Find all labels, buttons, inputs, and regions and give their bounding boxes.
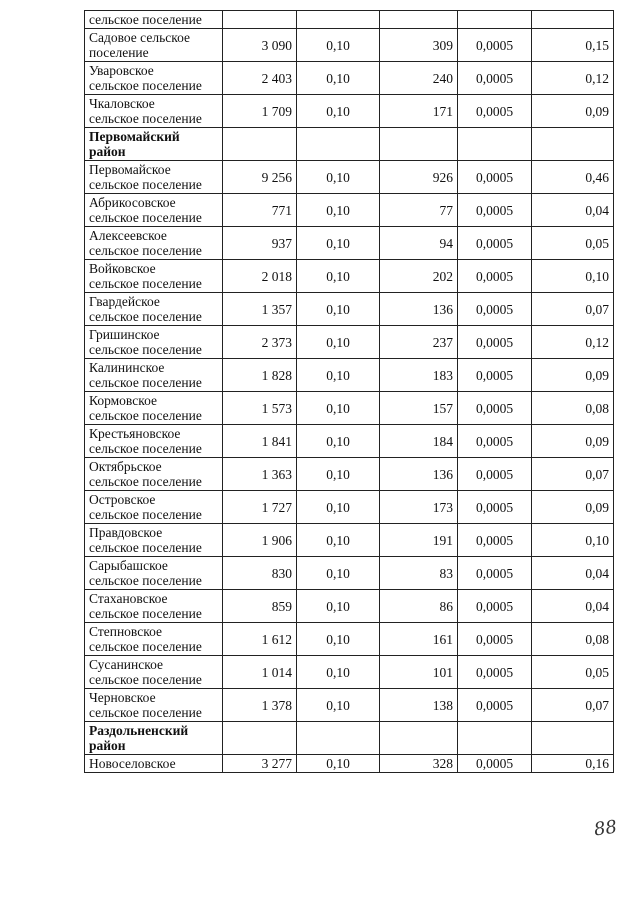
cell-population: 859 xyxy=(223,590,297,623)
cell-amount: 157 xyxy=(380,392,458,425)
cell-population: 771 xyxy=(223,194,297,227)
cell-name: сельское поселение xyxy=(85,11,223,29)
cell-name xyxy=(85,524,223,557)
cell-population: 2 018 xyxy=(223,260,297,293)
cell-amount: 926 xyxy=(380,161,458,194)
table-row xyxy=(85,29,614,62)
table-row xyxy=(85,524,614,557)
cell-population xyxy=(223,722,297,755)
table-row xyxy=(85,62,614,95)
cell-name xyxy=(85,62,223,95)
cell-name xyxy=(85,128,223,161)
cell-amount: 183 xyxy=(380,359,458,392)
cell-amount xyxy=(380,128,458,161)
cell-amount: 101 xyxy=(380,656,458,689)
table-row xyxy=(85,293,614,326)
cell-rate xyxy=(297,11,380,29)
name-line-2: район xyxy=(89,144,126,159)
cell-rate: 0,10 xyxy=(297,623,380,656)
cell-name xyxy=(85,557,223,590)
cell-amount: 136 xyxy=(380,458,458,491)
cell-factor: 0,0005 xyxy=(458,689,532,722)
cell-factor: 0,0005 xyxy=(458,590,532,623)
cell-population: 1 014 xyxy=(223,656,297,689)
name-line-2: поселение xyxy=(89,45,149,60)
cell-share: 0,09 xyxy=(532,425,614,458)
cell-rate: 0,10 xyxy=(297,656,380,689)
cell-factor: 0,0005 xyxy=(458,293,532,326)
cell-name xyxy=(85,722,223,755)
name-line-1: Уваровское xyxy=(89,63,154,78)
cell-share: 0,09 xyxy=(532,491,614,524)
name-line-1: Гвардейское xyxy=(89,294,160,309)
name-line-2: сельское поселение xyxy=(89,243,202,258)
cell-amount: 171 xyxy=(380,95,458,128)
cell-population: 9 256 xyxy=(223,161,297,194)
table-body xyxy=(85,11,614,773)
name-line-1: Стахановское xyxy=(89,591,168,606)
cell-factor: 0,0005 xyxy=(458,524,532,557)
district-header-row xyxy=(85,722,614,755)
cell-factor: 0,0005 xyxy=(458,656,532,689)
name-line-1: Садовое сельское xyxy=(89,30,190,45)
cell-rate: 0,10 xyxy=(297,359,380,392)
cell-name xyxy=(85,623,223,656)
table-row xyxy=(85,425,614,458)
cell-population: 1 709 xyxy=(223,95,297,128)
cell-share: 0,10 xyxy=(532,524,614,557)
cell-name xyxy=(85,293,223,326)
cell-amount: 136 xyxy=(380,293,458,326)
cell-factor: 0,0005 xyxy=(458,392,532,425)
cell-amount: 94 xyxy=(380,227,458,260)
cell-amount: 173 xyxy=(380,491,458,524)
cell-factor: 0,0005 xyxy=(458,29,532,62)
name-line-2: сельское поселение xyxy=(89,474,202,489)
name-line-1: Правдовское xyxy=(89,525,163,540)
name-line-2: сельское поселение xyxy=(89,111,202,126)
name-line-2: сельское поселение xyxy=(89,177,202,192)
name-line-2: район xyxy=(89,738,126,753)
name-line-2: сельское поселение xyxy=(89,276,202,291)
cell-factor: 0,0005 xyxy=(458,161,532,194)
name-line-1: Сусанинское xyxy=(89,657,164,672)
cell-factor: 0,0005 xyxy=(458,62,532,95)
cell-share: 0,05 xyxy=(532,227,614,260)
cell-share xyxy=(532,128,614,161)
cell-factor xyxy=(458,11,532,29)
name-line-1: Чкаловское xyxy=(89,96,155,111)
table-row xyxy=(85,194,614,227)
cell-amount: 328 xyxy=(380,755,458,773)
cell-name xyxy=(85,359,223,392)
name-line-1: Островское xyxy=(89,492,156,507)
name-line-1: Кормовское xyxy=(89,393,157,408)
table-row xyxy=(85,623,614,656)
cell-share: 0,07 xyxy=(532,689,614,722)
cell-name: Новоселовское xyxy=(85,755,223,773)
cell-rate: 0,10 xyxy=(297,293,380,326)
cell-amount: 237 xyxy=(380,326,458,359)
cell-amount: 191 xyxy=(380,524,458,557)
cell-name xyxy=(85,326,223,359)
name-line-1: Алексеевское xyxy=(89,228,167,243)
cell-factor: 0,0005 xyxy=(458,425,532,458)
name-line-2: сельское поселение xyxy=(89,705,202,720)
table-row xyxy=(85,590,614,623)
cell-factor: 0,0005 xyxy=(458,623,532,656)
name-line-1: Абрикосовское xyxy=(89,195,176,210)
cell-rate: 0,10 xyxy=(297,62,380,95)
table-row xyxy=(85,326,614,359)
table-row xyxy=(85,557,614,590)
cell-factor xyxy=(458,128,532,161)
cell-rate: 0,10 xyxy=(297,590,380,623)
name-line-2: сельское поселение xyxy=(89,573,202,588)
cell-name xyxy=(85,689,223,722)
cell-factor: 0,0005 xyxy=(458,491,532,524)
cell-amount: 86 xyxy=(380,590,458,623)
cell-amount: 184 xyxy=(380,425,458,458)
cell-share: 0,07 xyxy=(532,458,614,491)
cell-rate: 0,10 xyxy=(297,689,380,722)
name-line-2: сельское поселение xyxy=(89,639,202,654)
cell-name xyxy=(85,590,223,623)
cell-rate: 0,10 xyxy=(297,491,380,524)
name-line-2: сельское поселение xyxy=(89,210,202,225)
cell-rate: 0,10 xyxy=(297,194,380,227)
cell-share: 0,12 xyxy=(532,326,614,359)
name-line-1: Раздольненский xyxy=(89,723,189,738)
cell-amount: 77 xyxy=(380,194,458,227)
cell-share: 0,04 xyxy=(532,557,614,590)
cell-population: 1 573 xyxy=(223,392,297,425)
table-row xyxy=(85,227,614,260)
cell-population: 2 373 xyxy=(223,326,297,359)
name-line-2: сельское поселение xyxy=(89,78,202,93)
cell-population: 1 612 xyxy=(223,623,297,656)
cell-share: 0,09 xyxy=(532,359,614,392)
name-line-1: Первомайский xyxy=(89,129,180,144)
cell-amount: 138 xyxy=(380,689,458,722)
cell-name xyxy=(85,29,223,62)
name-line-1: Октябрьское xyxy=(89,459,162,474)
cell-population xyxy=(223,128,297,161)
cell-rate xyxy=(297,722,380,755)
name-line-1: Войковское xyxy=(89,261,156,276)
cell-population: 1 378 xyxy=(223,689,297,722)
cell-amount: 202 xyxy=(380,260,458,293)
cell-share: 0,12 xyxy=(532,62,614,95)
cell-population: 1 357 xyxy=(223,293,297,326)
name-line-2: сельское поселение xyxy=(89,606,202,621)
cell-rate: 0,10 xyxy=(297,29,380,62)
cell-factor: 0,0005 xyxy=(458,326,532,359)
cell-rate: 0,10 xyxy=(297,458,380,491)
cell-population xyxy=(223,11,297,29)
cell-population: 937 xyxy=(223,227,297,260)
cell-rate: 0,10 xyxy=(297,755,380,773)
cell-share: 0,05 xyxy=(532,656,614,689)
cell-population: 830 xyxy=(223,557,297,590)
table-row xyxy=(85,392,614,425)
name-line-1: Первомайское xyxy=(89,162,171,177)
cell-amount xyxy=(380,11,458,29)
cell-amount: 309 xyxy=(380,29,458,62)
cell-share: 0,07 xyxy=(532,293,614,326)
cell-name xyxy=(85,425,223,458)
name-line-1: Степновское xyxy=(89,624,162,639)
cell-rate: 0,10 xyxy=(297,326,380,359)
cell-name xyxy=(85,161,223,194)
name-line-1: Крестьяновское xyxy=(89,426,181,441)
cell-share: 0,04 xyxy=(532,590,614,623)
cell-population: 1 906 xyxy=(223,524,297,557)
cell-rate: 0,10 xyxy=(297,557,380,590)
cell-rate: 0,10 xyxy=(297,227,380,260)
cell-rate: 0,10 xyxy=(297,392,380,425)
cell-share: 0,04 xyxy=(532,194,614,227)
table-row-top-fragment xyxy=(85,11,614,29)
cell-name xyxy=(85,656,223,689)
cell-factor: 0,0005 xyxy=(458,260,532,293)
cell-rate xyxy=(297,128,380,161)
settlements-table xyxy=(84,10,614,773)
table-row xyxy=(85,359,614,392)
cell-population: 1 841 xyxy=(223,425,297,458)
table-row xyxy=(85,656,614,689)
name-line-2: сельское поселение xyxy=(89,540,202,555)
cell-amount: 240 xyxy=(380,62,458,95)
cell-factor: 0,0005 xyxy=(458,557,532,590)
table-row xyxy=(85,458,614,491)
cell-share: 0,08 xyxy=(532,623,614,656)
cell-share xyxy=(532,11,614,29)
table-row-bottom-fragment xyxy=(85,755,614,773)
cell-rate: 0,10 xyxy=(297,260,380,293)
cell-amount: 83 xyxy=(380,557,458,590)
name-line-2: сельское поселение xyxy=(89,408,202,423)
cell-name xyxy=(85,194,223,227)
cell-name xyxy=(85,260,223,293)
handwritten-page-number: 88 xyxy=(592,816,619,841)
cell-rate: 0,10 xyxy=(297,425,380,458)
cell-rate: 0,10 xyxy=(297,95,380,128)
cell-share: 0,09 xyxy=(532,95,614,128)
cell-amount xyxy=(380,722,458,755)
cell-rate: 0,10 xyxy=(297,524,380,557)
cell-population: 1 828 xyxy=(223,359,297,392)
cell-rate: 0,10 xyxy=(297,161,380,194)
table-row xyxy=(85,95,614,128)
table-row xyxy=(85,491,614,524)
cell-factor: 0,0005 xyxy=(458,359,532,392)
cell-factor: 0,0005 xyxy=(458,227,532,260)
cell-factor: 0,0005 xyxy=(458,458,532,491)
cell-factor: 0,0005 xyxy=(458,194,532,227)
cell-share: 0,16 xyxy=(532,755,614,773)
table-row xyxy=(85,689,614,722)
cell-share: 0,46 xyxy=(532,161,614,194)
cell-population: 3 090 xyxy=(223,29,297,62)
name-line-2: сельское поселение xyxy=(89,375,202,390)
name-line-1: Калининское xyxy=(89,360,165,375)
cell-name xyxy=(85,227,223,260)
cell-name xyxy=(85,491,223,524)
cell-name xyxy=(85,458,223,491)
cell-name xyxy=(85,95,223,128)
cell-amount: 161 xyxy=(380,623,458,656)
name-line-2: сельское поселение xyxy=(89,672,202,687)
cell-share xyxy=(532,722,614,755)
name-line-1: Сарыбашское xyxy=(89,558,168,573)
cell-factor xyxy=(458,722,532,755)
cell-population: 1 727 xyxy=(223,491,297,524)
cell-share: 0,08 xyxy=(532,392,614,425)
cell-name xyxy=(85,392,223,425)
name-line-2: сельское поселение xyxy=(89,309,202,324)
table-row xyxy=(85,260,614,293)
district-header-row xyxy=(85,128,614,161)
cell-factor: 0,0005 xyxy=(458,95,532,128)
name-line-2: сельское поселение xyxy=(89,507,202,522)
name-line-1: Гришинское xyxy=(89,327,160,342)
cell-factor: 0,0005 xyxy=(458,755,532,773)
name-line-2: сельское поселение xyxy=(89,342,202,357)
cell-share: 0,15 xyxy=(532,29,614,62)
cell-share: 0,10 xyxy=(532,260,614,293)
cell-population: 3 277 xyxy=(223,755,297,773)
table-row xyxy=(85,161,614,194)
cell-population: 2 403 xyxy=(223,62,297,95)
cell-population: 1 363 xyxy=(223,458,297,491)
name-line-1: Черновское xyxy=(89,690,156,705)
name-line-2: сельское поселение xyxy=(89,441,202,456)
